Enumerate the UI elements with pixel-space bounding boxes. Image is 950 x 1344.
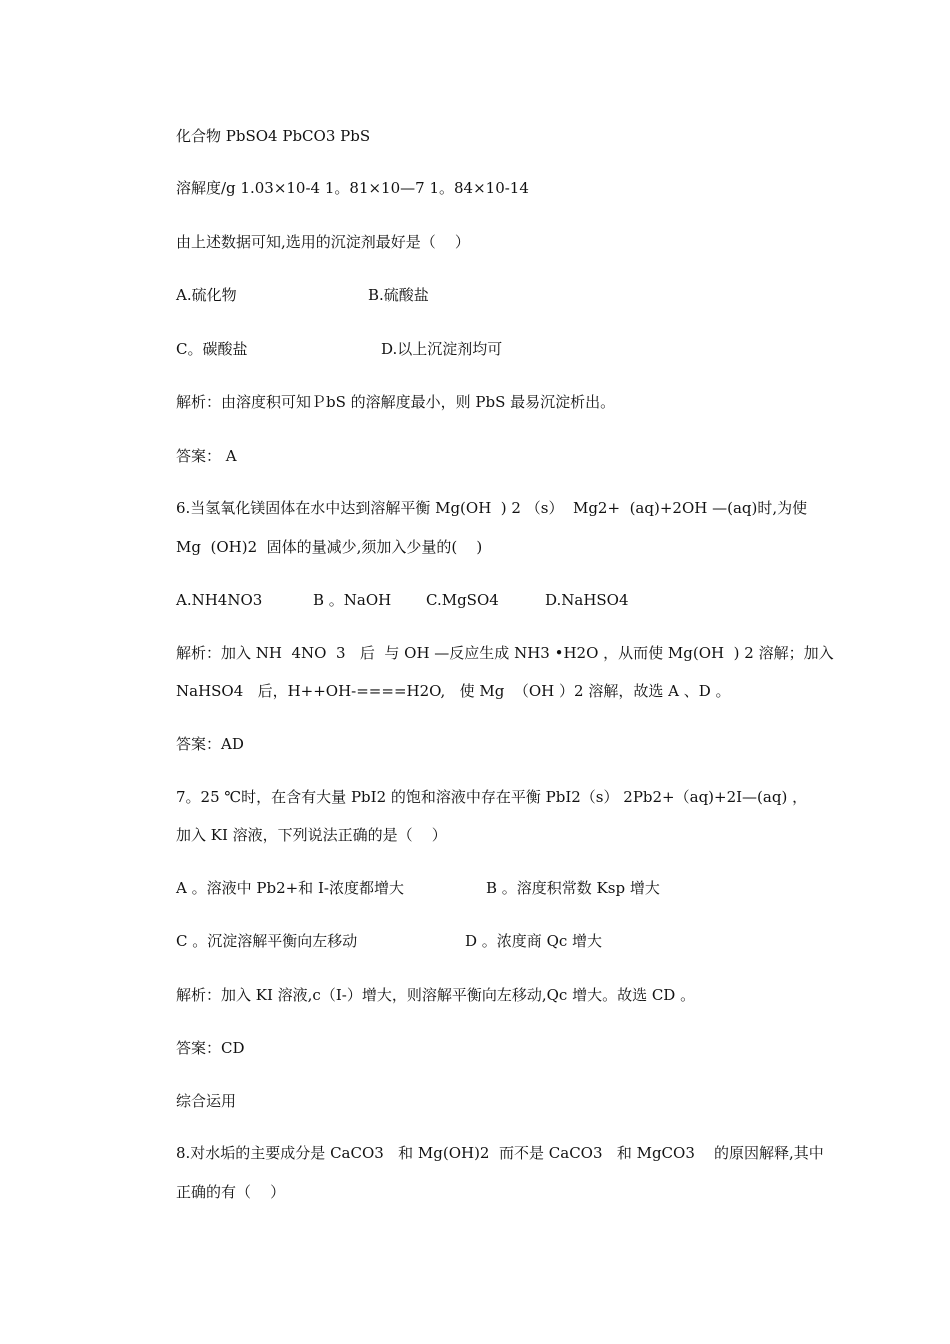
option-5c: C。碳酸盐 [176, 340, 248, 358]
analysis-7: 解析：加入 KI 溶液,c（I-）增大，则溶解平衡向左移动,Qc 增大。故选 CD 。 [176, 986, 696, 1004]
option-6a: A.NH4NO3 [176, 591, 263, 609]
option-7d: D 。浓度商 Qc 增大 [465, 932, 603, 950]
question-8-stem-line-2: 正确的有（ ） [176, 1183, 286, 1201]
answer-6: 答案：AD [176, 735, 244, 753]
question-6-stem-line-2: Mg (OH)2 固体的量减少,须加入少量的( ) [176, 538, 483, 556]
table-header-line: 化合物 PbSO4 PbCO3 PbS [176, 127, 371, 145]
option-7c: C 。沉淀溶解平衡向左移动 [176, 932, 358, 950]
question-7-stem-line-2: 加入 KI 溶液，下列说法正确的是（ ） [176, 826, 447, 844]
table-solubility-line: 溶解度/g 1.03×10-4 1。81×10—7 1。84×10-14 [176, 179, 529, 197]
option-5b: B.硫酸盐 [368, 286, 429, 304]
answer-7: 答案：CD [176, 1039, 245, 1057]
analysis-6-line-2: NaHSO4 后，H++OH-====H2O, 使 Mg （OH ）2 溶解，故选 A 、D 。 [176, 682, 731, 700]
option-6b: B 。NaOH [313, 591, 392, 609]
question-8-stem-line-1: 8.对水垢的主要成分是 CaCO3 和 Mg(OH)2 而不是 CaCO3 和 MgCO3 的原因解释,其中 [176, 1144, 824, 1162]
question-7-stem-line-1: 7。25 ℃时，在含有大量 PbI2 的饱和溶液中存在平衡 PbI2（s） 2Pb2+（aq)+2I—(aq) ， [176, 788, 808, 806]
option-7a: A 。溶液中 Pb2+和 I-浓度都增大 [176, 879, 404, 897]
option-6d: D.NaHSO4 [545, 591, 629, 609]
analysis-6-line-1: 解析：加入 NH 4NO 3 后 与 OH —反应生成 NH3 •H2O ，从而使 Mg(OH ) 2 溶解；加入 [176, 644, 834, 662]
analysis-5: 解析：由溶度积可知ＰbS 的溶解度最小，则 PbS 最易沉淀析出。 [176, 393, 616, 411]
section-heading: 综合运用 [176, 1092, 237, 1110]
question-6-stem-line-1: 6.当氢氧化镁固体在水中达到溶解平衡 Mg(OH ) 2 （s） Mg2+ (aq)+2OH —(aq)时,为使 [176, 499, 808, 517]
option-5d: D.以上沉淀剂均可 [381, 340, 503, 358]
answer-5: 答案： A [176, 447, 237, 465]
option-5a: A.硫化物 [176, 286, 237, 304]
option-6c: C.MgSO4 [426, 591, 499, 609]
option-7b: B 。溶度积常数 Ksp 增大 [486, 879, 660, 897]
question-5-stem: 由上述数据可知,选用的沉淀剂最好是（ ） [176, 233, 470, 251]
